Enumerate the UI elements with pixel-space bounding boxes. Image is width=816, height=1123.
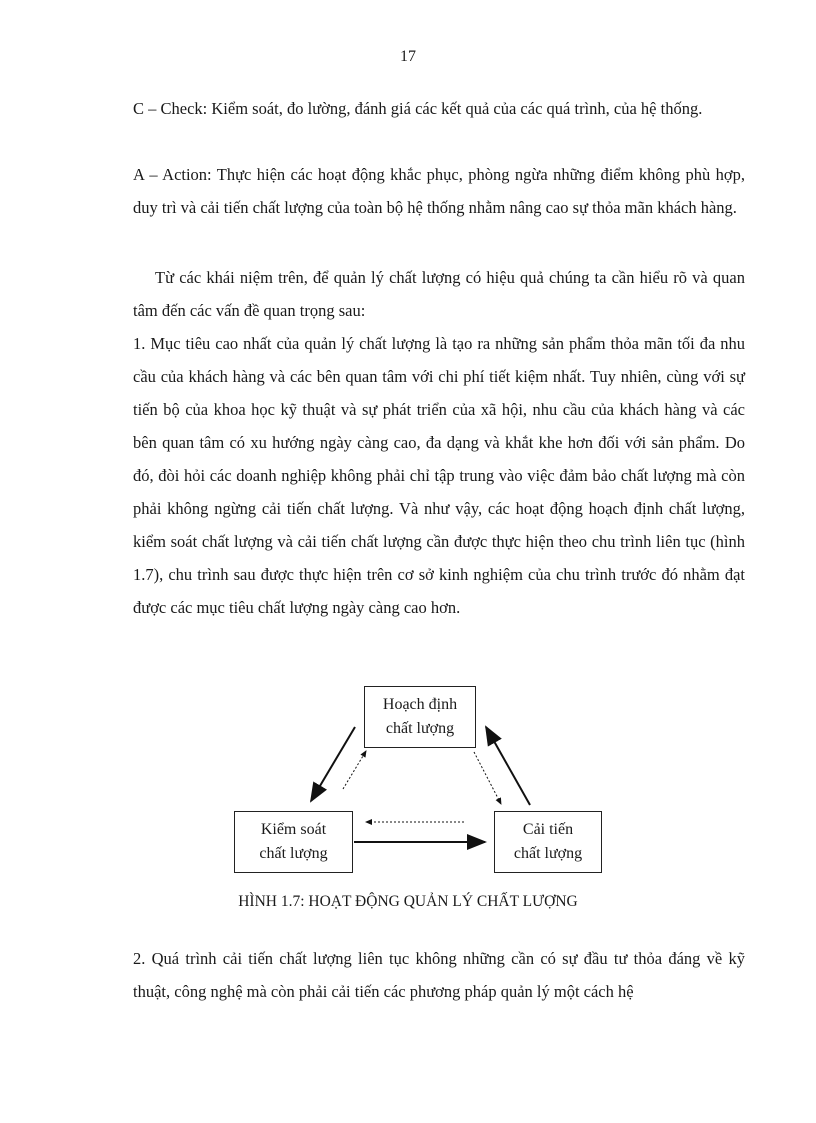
- box-planning-line1: Hoạch định: [382, 696, 458, 713]
- box-control: [234, 811, 353, 873]
- figure-caption: HÌNH 1.7: HOẠT ĐỘNG QUẢN LÝ CHẤT LƯỢNG: [238, 893, 578, 910]
- box-improvement-line2: chất lượng: [513, 845, 583, 862]
- arrow-improvement-to-planning: [486, 727, 530, 805]
- paragraph-point-1: 1. Mục tiêu cao nhất của quản lý chất lượng là tạo ra những sản phẩm thỏa mãn tối đa nhu cầu của khách hàng và các bên quan tâm với chi phí tiết kiệm nhất. Tuy nhiên, cùng với sự tiến bộ của khoa học kỹ thuật và sự phát triển của xã hội, nhu cầu của khách hàng và các bên quan tâm có xu hướng ngày càng cao, đa dạng và khắt khe hơn đối với sản phẩm. Do đó, đòi hỏi các doanh nghiệp không phải chỉ tập trung vào việc đảm bảo chất lượng mà còn phải không ngừng cải tiến chất lượng. Và như vậy, các hoạt động hoạch định chất lượng, kiểm soát chất lượng và cải tiến chất lượng cần được thực hiện theo chu trình liên tục (hình 1.7), chu trình sau được thực hiện trên cơ sở kinh nghiệm của chu trình trước đó nhằm đạt được các mục tiêu chất lượng ngày càng cao hơn.: [133, 334, 745, 617]
- box-control-line2: chất lượng: [259, 845, 328, 862]
- arrow-control-to-planning: [343, 751, 366, 789]
- box-control-line1: Kiểm soát: [260, 821, 327, 838]
- box-improvement: [494, 811, 602, 873]
- paragraph-action: A – Action: Thực hiện các hoạt động khắc phục, phòng ngừa những điểm không phù hợp, duy trì và cải tiến chất lượng của toàn bộ hệ thống nhằm nâng cao sự thỏa mãn khách hàng.: [133, 165, 745, 217]
- box-improvement-line1: Cải tiến: [522, 821, 574, 838]
- arrow-planning-to-control: [311, 727, 355, 801]
- arrow-planning-to-improvement: [474, 752, 501, 804]
- paragraph-check: C – Check: Kiểm soát, đo lường, đánh giá các kết quả của các quá trình, của hệ thống.: [133, 99, 703, 118]
- paragraph-intro: Từ các khái niệm trên, để quản lý chất lượng có hiệu quả chúng ta cần hiểu rõ và quan tâm đến các vấn đề quan trọng sau:: [133, 268, 745, 320]
- paragraph-point-2: 2. Quá trình cải tiến chất lượng liên tục không những cần có sự đầu tư thỏa đáng về kỹ thuật, công nghệ mà còn phải cải tiến các phương pháp quản lý một cách hệ: [133, 949, 745, 1001]
- box-planning: [364, 686, 476, 748]
- box-planning-line2: chất lượng: [385, 720, 455, 737]
- page-number: 17: [400, 48, 416, 65]
